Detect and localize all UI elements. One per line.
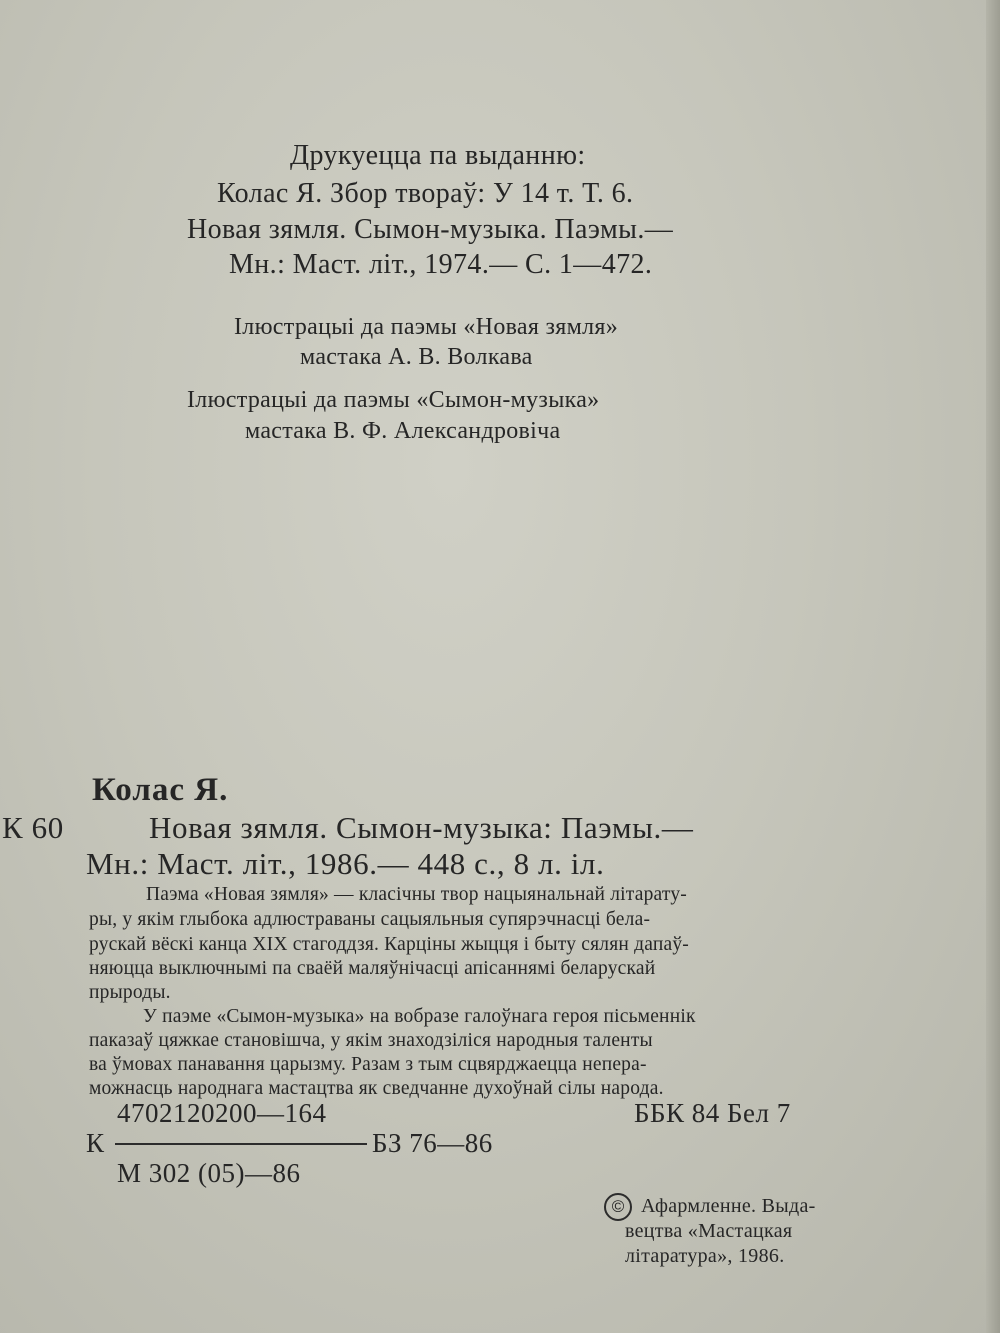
catalog-imprint: Мн.: Маст. літ., 1986.— 448 с., 8 л. іл. bbox=[86, 846, 605, 881]
publication-note-line: Колас Я. Збор твораў: У 14 т. Т. 6. bbox=[217, 178, 634, 209]
annotation-line: ва ўмовах панавання царызму. Разам з тым сцвярджаецца непера- bbox=[89, 1054, 647, 1075]
catalog-author: Колас Я. bbox=[92, 772, 229, 808]
code-denominator: М 302 (05)—86 bbox=[117, 1158, 301, 1188]
annotation-line: ры, у якім глыбока адлюстраваны сацыяльныя супярэчнасці бела- bbox=[89, 909, 651, 930]
annotation-line: паказаў цяжкае становішча, у якім знаходзіліся народныя таленты bbox=[89, 1030, 653, 1051]
code-numerator: 4702120200—164 bbox=[117, 1098, 327, 1128]
illustrations-credit-line: Ілюстрацыі да паэмы «Сымон-музыка» bbox=[187, 387, 600, 413]
illustrations-credit-line: мастака А. В. Волкава bbox=[300, 344, 533, 370]
copyright-line: Афармленне. Выда- bbox=[641, 1195, 816, 1217]
code-letter-k: К bbox=[86, 1128, 105, 1158]
annotation-line: прыроды. bbox=[89, 982, 171, 1003]
illustrations-credit-line: мастака В. Ф. Александровіча bbox=[245, 418, 561, 444]
publication-note-line: Мн.: Маст. літ., 1974.— С. 1—472. bbox=[229, 249, 653, 280]
annotation-line: можнасць народнага мастацтва як сведчанне духоўнай сілы народа. bbox=[89, 1078, 664, 1099]
page-fold-shadow bbox=[986, 0, 1000, 1333]
annotation-line: Паэма «Новая зямля» — класічны твор нацыянальнай літарату- bbox=[146, 884, 687, 905]
copyright-icon: © bbox=[604, 1193, 632, 1221]
annotation-line: У паэме «Сымон-музыка» на вобразе галоўнага героя пісьменнік bbox=[143, 1006, 696, 1027]
catalog-index: К 60 bbox=[2, 810, 64, 845]
illustrations-credit-line: Ілюстрацыі да паэмы «Новая зямля» bbox=[234, 314, 619, 340]
annotation-line: рускай вёскі канца XIX стагоддзя. Карціны жыцця і быту сялян дапаў- bbox=[89, 934, 689, 955]
bbk-code: ББК 84 Бел 7 bbox=[634, 1098, 791, 1128]
copyright-line: літаратура», 1986. bbox=[625, 1245, 785, 1267]
catalog-title: Новая зямля. Сымон-музыка: Паэмы.— bbox=[149, 810, 694, 845]
publication-note-line: Новая зямля. Сымон-музыка. Паэмы.— bbox=[187, 214, 674, 245]
fraction-bar bbox=[115, 1143, 367, 1145]
code-b3: БЗ 76—86 bbox=[372, 1128, 493, 1158]
annotation-line: няюцца выключнымі па сваёй маляўнічасці апісаннямі беларускай bbox=[89, 958, 656, 979]
publication-note-line: Друкуецца па выданню: bbox=[290, 140, 586, 171]
copyright-line: вецтва «Мастацкая bbox=[625, 1220, 793, 1242]
